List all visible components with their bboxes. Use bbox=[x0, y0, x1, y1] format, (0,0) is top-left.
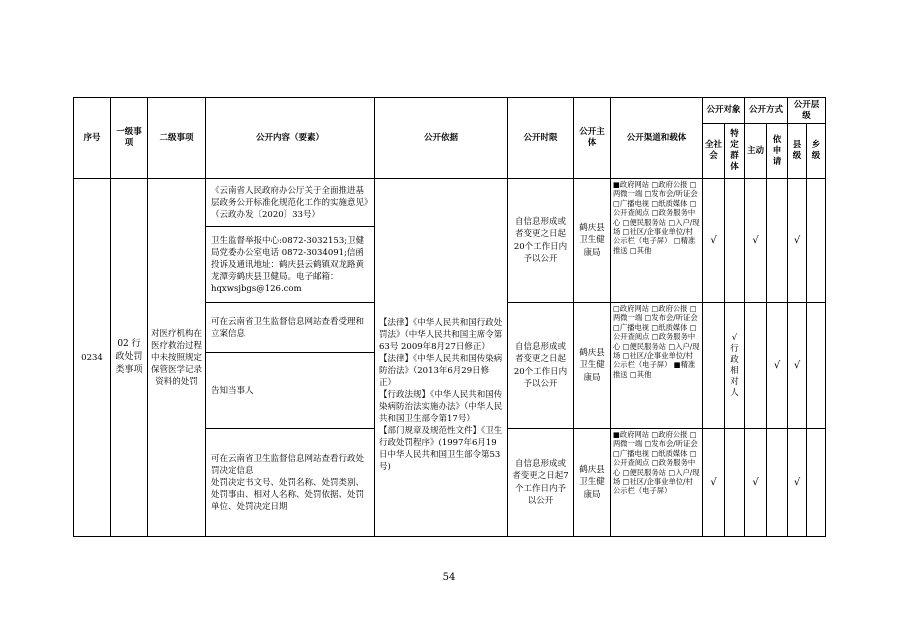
target-specific-mark bbox=[725, 179, 745, 303]
time-cell: 自信息形成或者变更之日起20个工作日内予以公开 bbox=[508, 303, 574, 429]
header-level2: 二级事项 bbox=[148, 98, 206, 179]
row-seq: 0234 bbox=[74, 179, 111, 537]
level-town-mark bbox=[807, 429, 826, 537]
header-level1: 一级事项 bbox=[111, 98, 148, 179]
header-content: 公开内容（要素） bbox=[206, 98, 375, 179]
header-level-county: 县级 bbox=[788, 124, 807, 179]
target-all-mark: √ bbox=[703, 429, 725, 537]
header-basis: 公开依据 bbox=[375, 98, 508, 179]
mode-apply-mark: √ bbox=[767, 303, 788, 429]
level-county-mark: √ bbox=[788, 303, 807, 429]
subject-cell: 鹤庆县卫生健康局 bbox=[574, 429, 611, 537]
level-county-mark: √ bbox=[788, 179, 807, 303]
content-cell: 《云南省人民政府办公厅关于全面推进基层政务公开标准化规范化工作的实施意见》（云政办发〔2020〕33号） bbox=[206, 179, 375, 227]
mode-apply-mark bbox=[767, 429, 788, 537]
level-town-mark bbox=[807, 179, 826, 303]
header-channel: 公开渠道和载体 bbox=[611, 98, 703, 179]
content-cell: 可在云南省卫生监督信息网站查看行政处罚决定信息 处罚决定书文号、处罚名称、处罚类别、处罚事由、相对人名称、处罚依据、处罚单位、处罚决定日期 bbox=[206, 429, 375, 537]
header-mode-active: 主动 bbox=[745, 124, 767, 179]
header-mode: 公开方式 bbox=[745, 98, 788, 124]
target-specific-mark: √ 行政相对人 bbox=[725, 303, 745, 429]
row-level1: 02 行政处罚类事项 bbox=[111, 179, 148, 537]
target-all-mark: √ bbox=[703, 179, 725, 303]
row-level2: 对医疗机构在医疗救治过程中未按照规定保管医学记录资料的处罚 bbox=[148, 179, 206, 537]
channel-cell: □政府网站 □政府公报 □两微一端 □发布会/听证会 □广播电视 □纸质媒体 □公开查阅点 □政务服务中心 □便民服务站 □入户/现场 □社区/企事业单位/村公示栏（电子屏） ■精准推送 □其他 bbox=[611, 303, 703, 429]
mode-active-mark bbox=[745, 303, 767, 429]
mode-apply-mark bbox=[767, 179, 788, 303]
mode-active-mark: √ bbox=[745, 179, 767, 303]
target-specific-mark bbox=[725, 429, 745, 537]
subject-cell: 鹤庆县卫生健康局 bbox=[574, 303, 611, 429]
content-cell: 可在云南省卫生监督信息网站查看受理和立案信息 bbox=[206, 303, 375, 353]
content-cell: 卫生监督举报中心:0872-3032153;卫健局党委办公室电话 0872-3034091;信函投诉及通讯地址：鹤庆县云鹤镇双龙路黄龙潭旁鹤庆县卫健局。电子邮箱：hqxwsjbgs@126.com bbox=[206, 227, 375, 303]
header-subject: 公开主体 bbox=[574, 98, 611, 179]
channel-cell: ■政府网站 □政府公报 □两微一端 □发布会/听证会 □广播电视 □纸质媒体 □公开查阅点 □政务服务中心 □便民服务站 □入户/现场 □社区/企事业单位/村公示栏（电子屏） bbox=[611, 429, 703, 537]
basis-cell: 【法律】《中华人民共和国行政处罚法》（中华人民共和国主席令第63号 2009年8月27日修正） 【法律】《中华人民共和国传染病防治法》（2013年6月29日修正） 【行政法规】《中华人民共和国传染病防治法实施办法》（中华人民共和国卫生部令第17号） 【部门规章及规范性文件】《卫生行政处罚程序》(1997年6月19日中华人民共和国卫生部令第53号) bbox=[375, 179, 508, 537]
disclosure-table bbox=[73, 97, 826, 537]
mode-active-mark: √ bbox=[745, 429, 767, 537]
header-seq: 序号 bbox=[74, 98, 111, 179]
channel-cell: ■政府网站 □政府公报 □两微一端 □发布会/听证会 □广播电视 □纸质媒体 □公开查阅点 □政务服务中心 □便民服务站 □入户/现场 □社区/企事业单位/村公示栏（电子屏） □精准推送 □其他 bbox=[611, 179, 703, 303]
header-time: 公开时限 bbox=[508, 98, 574, 179]
subject-cell: 鹤庆县卫生健康局 bbox=[574, 179, 611, 303]
header-level-town: 乡级 bbox=[807, 124, 826, 179]
header-target-all: 全社会 bbox=[703, 124, 725, 179]
time-cell: 自信息形成或者变更之日起20个工作日内予以公开 bbox=[508, 179, 574, 303]
page-number: 54 bbox=[442, 572, 456, 583]
level-town-mark bbox=[807, 303, 826, 429]
time-cell: 自信息形成或者变更之日起7个工作日内予以公开 bbox=[508, 429, 574, 537]
content-cell: 告知当事人 bbox=[206, 353, 375, 429]
target-all-mark bbox=[703, 303, 725, 429]
header-level: 公开层级 bbox=[788, 98, 826, 124]
header-target: 公开对象 bbox=[703, 98, 745, 124]
header-target-specific: 特定群体 bbox=[725, 124, 745, 179]
level-county-mark: √ bbox=[788, 429, 807, 537]
header-mode-apply: 依申请 bbox=[767, 124, 788, 179]
